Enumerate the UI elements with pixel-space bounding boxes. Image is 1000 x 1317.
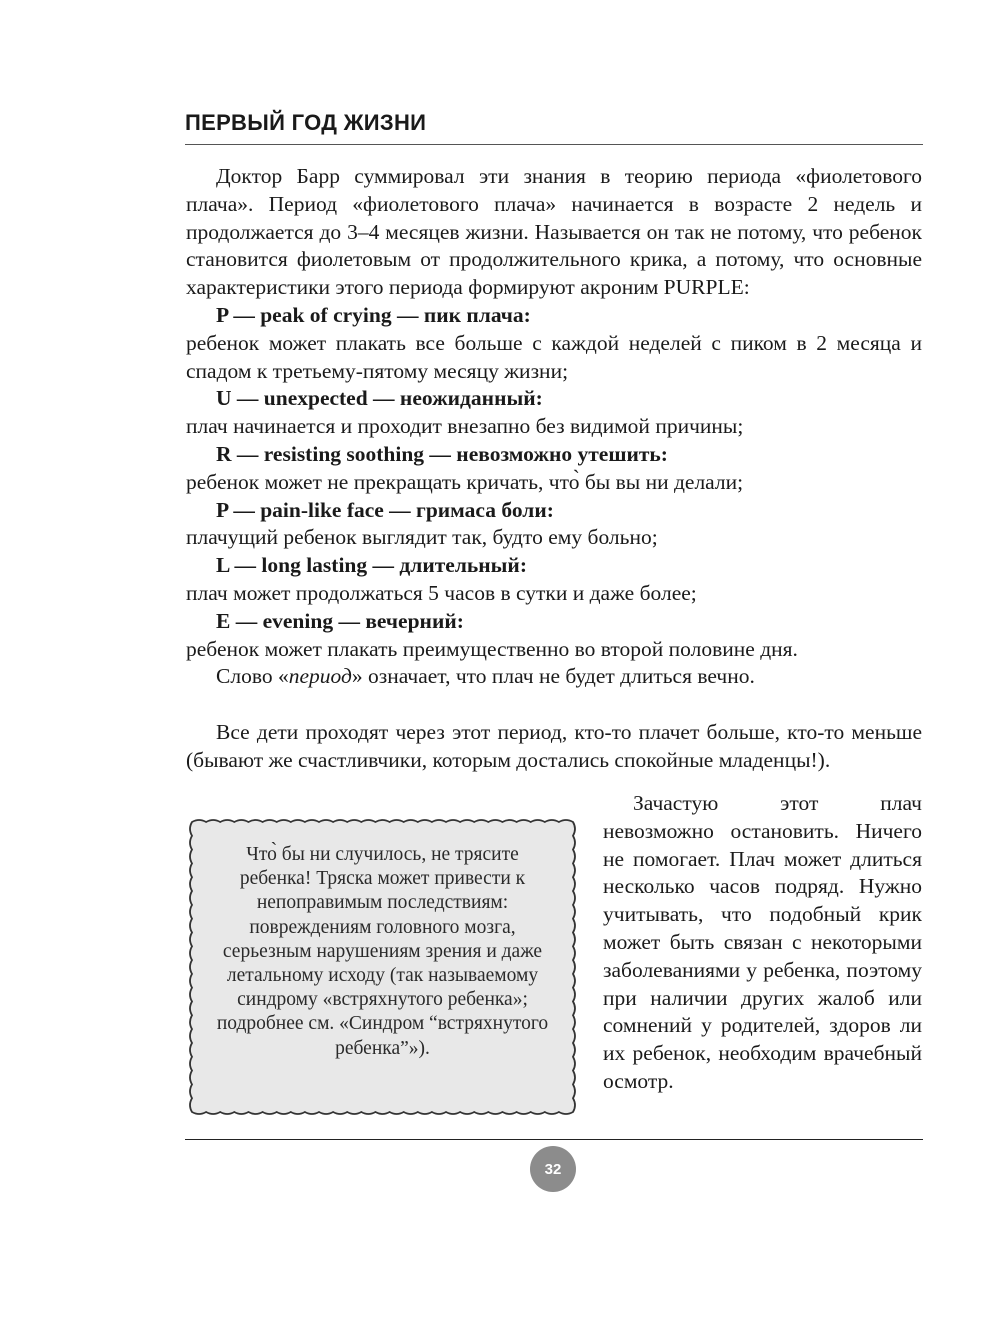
intro-paragraph: Доктор Барр суммировал эти знания в теорию периода «фиолетового плача». Период «фиолетового плача» начинается в возрасте 2 недель и продолжается до 3–4 месяцев жизни. Называется он так не потому, что ребенок становится фиолетовым от продолжительного крика, а потому, что основные характеристики этого периода формируют акроним PURPLE:: [186, 164, 922, 300]
callout-text: Что̀ бы ни случилось, не трясите ребенка! Тряска может привести к непоправимым последствиям: повреждениям головного мозга, серьезным нарушениям зрения и даже летальному исходу (так называемому синдрому «встряхнутого ребенка»; подробнее см. «Синдром “встряхнутого ребенка”»).: [216, 844, 549, 1059]
right-column-paragraph: Зачастую этот плач невозможно остановить. Ничего не помогает. Плач может длиться несколько часов подряд. Нужно учитывать, что подобный крик может быть связан с некоторыми заболеваниями у ребенка, поэтому при наличии других жалоб или сомнений у родителей, здоров ли их ребенок, необходим врачебный осмотр.: [603, 791, 922, 1093]
period-word-before: Слово «: [216, 664, 289, 689]
acronym-heading: P — pain-like face — гримаса боли:: [216, 497, 554, 522]
acronym-text: ребенок может плакать преимущественно во второй половине дня.: [186, 636, 798, 661]
footer-rule: [185, 1139, 923, 1140]
right-column: [603, 790, 922, 1096]
period-word-after: » означает, что плач не будет длиться вечно.: [351, 664, 755, 689]
period-word-italic: период: [288, 664, 352, 689]
running-header: ПЕРВЫЙ ГОД ЖИЗНИ: [185, 110, 923, 145]
acronym-list: [186, 302, 922, 663]
acronym-text: плач может продолжаться 5 часов в сутки и даже более;: [186, 580, 697, 605]
acronym-text: плач начинается и проходит внезапно без видимой причины;: [186, 414, 744, 439]
acronym-text: ребенок может плакать все больше с каждой неделей с пиком в 2 месяца и спадом к третьему-пятому месяцу жизни;: [186, 330, 922, 383]
acronym-heading: U — unexpected — неожиданный:: [216, 386, 543, 411]
acronym-heading: R — resisting soothing — невозможно утешить:: [216, 441, 668, 466]
main-text: [186, 163, 922, 775]
acronym-text: плачущий ребенок выглядит так, будто ему больно;: [186, 525, 658, 550]
all-children-paragraph: Все дети проходят через этот период, кто-то плачет больше, кто-то меньше (бывают же счастливчики, которым достались спокойные младенцы!).: [186, 720, 922, 772]
acronym-heading: L — long lasting — длительный:: [216, 553, 527, 578]
acronym-text: ребенок может не прекращать кричать, что̀ бы вы ни делали;: [186, 469, 744, 494]
acronym-heading: P — peak of crying — пик плача:: [216, 302, 531, 327]
acronym-heading: E — evening — вечерний:: [216, 608, 464, 633]
page-number-badge: 32: [530, 1146, 576, 1192]
warning-callout: [186, 816, 579, 1118]
period-word-paragraph: [186, 663, 922, 691]
